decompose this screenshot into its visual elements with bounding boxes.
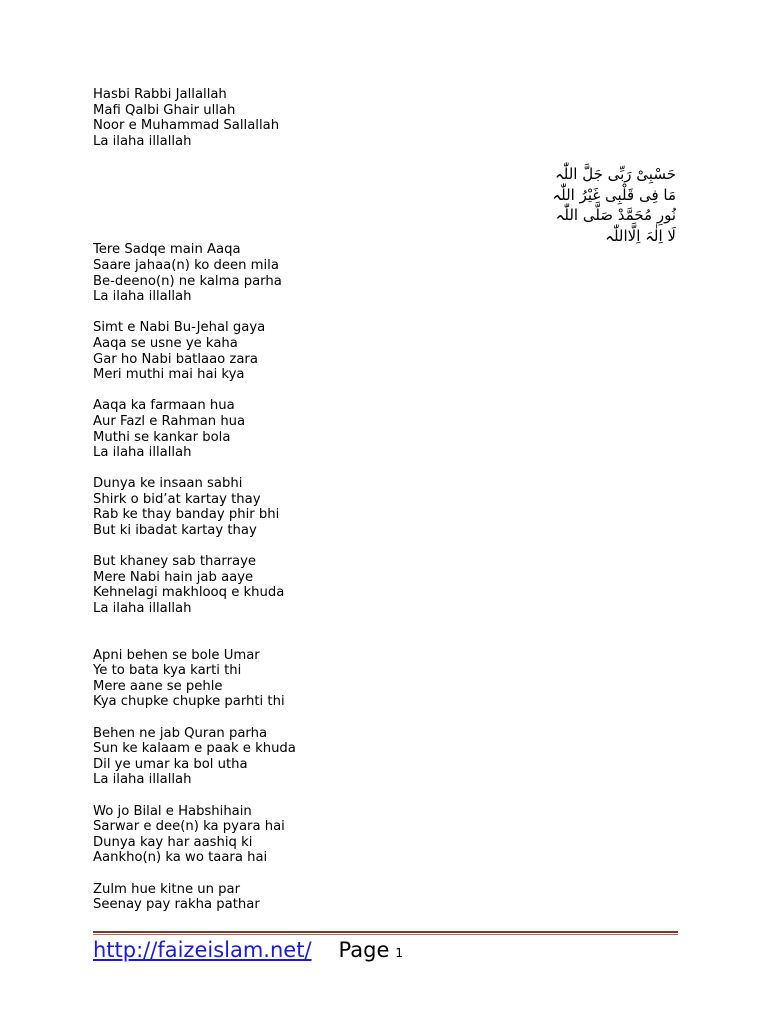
lyric-line: Simt e Nabi Bu-Jehal gaya — [93, 320, 266, 336]
lyric-line: La ilaha illallah — [93, 601, 192, 617]
stanza-5 — [93, 476, 513, 538]
lyric-line: La ilaha illallah — [93, 445, 192, 461]
lyric-line: Mere Nabi hain jab aaye — [93, 569, 254, 585]
page-footer — [93, 938, 403, 968]
stanza-9 — [93, 804, 513, 866]
lyric-line: Sun ke kalaam e paak e khuda — [93, 741, 296, 757]
stanza-3 — [93, 320, 513, 382]
lyric-line: But ki ibadat kartay thay — [93, 523, 257, 539]
footer-divider — [93, 931, 678, 935]
lyric-line: Ye to bata kya karti thi — [93, 663, 242, 679]
stanza-2 — [93, 242, 513, 304]
page-label: Page — [338, 938, 390, 962]
lyric-line: Kehnelagi makhlooq e khuda — [93, 585, 285, 601]
lyric-line: Behen ne jab Quran parha — [93, 725, 268, 741]
lyric-line: Mere aane se pehle — [93, 678, 223, 694]
lyric-line: Aaqa ka farmaan hua — [93, 398, 235, 414]
lyric-line: Kya chupke chupke parhti thi — [93, 694, 285, 710]
lyric-line: Sarwar e dee(n) ka pyara hai — [93, 819, 285, 835]
lyric-line: Mafi Qalbi Ghair ullah — [93, 102, 236, 118]
lyric-line: Be-deeno(n) ne kalma parha — [93, 273, 282, 289]
stanza-4 — [93, 398, 513, 460]
lyric-line: But khaney sab tharraye — [93, 554, 257, 570]
arabic-verse — [416, 164, 676, 246]
lyric-line: Aaqa se usne ye kaha — [93, 335, 238, 351]
page-number: 1 — [395, 946, 404, 960]
lyric-line: Saare jahaa(n) ko deen mila — [93, 257, 279, 273]
lyric-line: Hasbi Rabbi Jallallah — [93, 87, 227, 102]
lyric-line: Dunya kay har aashiq ki — [93, 834, 253, 850]
lyric-line: Aankho(n) ka wo taara hai — [93, 850, 268, 866]
lyric-line: Tere Sadqe main Aaqa — [93, 242, 241, 258]
lyric-line: Muthi se kankar bola — [93, 429, 231, 445]
stanza-8 — [93, 726, 513, 788]
lyric-line: La ilaha illallah — [93, 133, 192, 149]
stanza-1 — [93, 87, 513, 149]
stanza-6 — [93, 554, 513, 616]
arabic-line: مَا فِی قَلْبِی غَیْرُ اللّٰہ — [552, 185, 676, 204]
arabic-line: نُورِ مُحَمَّدْ صَلَّی اللّٰہ — [555, 206, 676, 224]
lyric-line: Apni behen se bole Umar — [93, 647, 260, 663]
lyric-line: La ilaha illallah — [93, 772, 192, 788]
lyric-line: La ilaha illallah — [93, 289, 192, 305]
lyric-line: Seenay pay rakha pathar — [93, 897, 260, 913]
lyric-line: Aur Fazl e Rahman hua — [93, 413, 246, 429]
lyric-line: Shirk o bid’at kartay thay — [93, 491, 261, 507]
lyric-line: Rab ke thay banday phir bhi — [93, 507, 280, 523]
stanza-7 — [93, 648, 513, 710]
arabic-line: لَا اِلٰہَ اِلَّااللّٰہ — [605, 226, 676, 245]
lyric-line: Dunya ke insaan sabhi — [93, 476, 243, 492]
lyric-line: Noor e Muhammad Sallallah — [93, 118, 280, 134]
lyric-line: Wo jo Bilal e Habshihain — [93, 803, 252, 819]
lyric-line: Dil ye umar ka bol utha — [93, 756, 248, 772]
stanza-10 — [93, 882, 513, 913]
lyric-line: Gar ho Nabi batlaao zara — [93, 351, 258, 367]
website-link[interactable]: http://faizeislam.net/ — [93, 938, 312, 962]
lyric-line: Meri muthi mai hai kya — [93, 367, 245, 383]
arabic-line: حَسْبِیْ رَبِّی جَلَّ اللّٰہ — [554, 165, 676, 183]
lyric-line: Zulm hue kitne un par — [93, 881, 241, 897]
